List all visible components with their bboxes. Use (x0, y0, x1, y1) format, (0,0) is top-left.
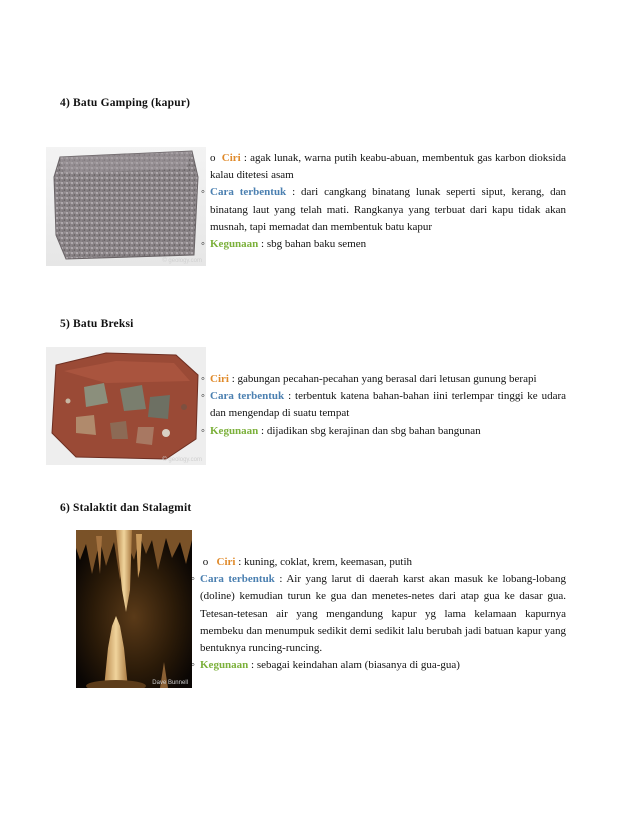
batu-breksi-photo (46, 347, 206, 465)
cara-terbentuk-item (201, 184, 566, 236)
ciri-marker: o (202, 556, 209, 568)
cara-terbentuk-item (191, 571, 566, 657)
section-heading-batu-gamping: 4) Batu Gamping (kapur) (60, 97, 191, 109)
ciri-label: Ciri (216, 556, 236, 568)
ciri-label: Ciri (210, 373, 229, 385)
kegunaan-item (201, 423, 566, 440)
bullet-circle-icon: ◦ (201, 186, 205, 199)
bullet-circle-icon: ◦ (191, 573, 195, 586)
ciri-item (210, 150, 566, 184)
photo-credit: © geology.com (162, 258, 202, 264)
stalaktit-stalagmit-photo (76, 530, 192, 688)
section-heading-batu-breksi: 5) Batu Breksi (60, 318, 134, 330)
bullet-circle-icon: ◦ (201, 373, 205, 385)
ciri-text: : kuning, coklat, krem, keemasan, putih (235, 556, 413, 568)
section-heading-stalaktit-stalagmit: 6) Stalaktit dan Stalagmit (60, 502, 192, 514)
kegunaan-text: : sebagai keindahan alam (biasanya di gua-gua) (248, 659, 460, 672)
kegunaan-label: Kegunaan (210, 238, 259, 251)
breccia-rock-image (46, 347, 206, 465)
stalaktit-stalagmit-details (191, 554, 566, 674)
cara-terbentuk-label: Cara terbentuk (210, 390, 285, 403)
photo-credit: Dave Bunnell (152, 680, 188, 686)
kegunaan-text: : sbg bahan baku semen (258, 238, 367, 251)
kegunaan-label: Kegunaan (210, 424, 259, 437)
bullet-circle-icon: ◦ (191, 659, 195, 672)
bullet-circle-icon: ◦ (201, 424, 205, 437)
cara-terbentuk-text: : dari cangkang binatang lunak seperti siput, kerang, dan binatang laut yang telah mati. Rangkanya yang terbuat dari kapu tidak akan musnah, tapi memadat dan membentuk batu kapur (210, 186, 566, 233)
ciri-marker: o (210, 152, 216, 164)
kegunaan-item (191, 657, 566, 674)
bullet-circle-icon: ◦ (201, 390, 205, 403)
cara-terbentuk-label: Cara terbentuk (200, 573, 275, 586)
kegunaan-item (201, 236, 566, 253)
photo-credit: © geology.com (162, 457, 202, 463)
ciri-item (200, 554, 566, 571)
cave-formation-image (76, 530, 192, 688)
kegunaan-label: Kegunaan (200, 659, 249, 672)
ciri-label: Ciri (221, 152, 241, 164)
kegunaan-text: : dijadikan sbg kerajinan dan sbg bahan bangunan (258, 424, 481, 437)
batu-gamping-photo (46, 147, 206, 266)
cara-terbentuk-label: Cara terbentuk (210, 186, 287, 199)
ciri-text: : agak lunak, warna putih keabu-abuan, membentuk gas karbon dioksida kalau ditetesi asam (210, 152, 566, 182)
batu-breksi-details (201, 371, 566, 440)
limestone-rock-image (46, 147, 206, 266)
batu-gamping-details (201, 150, 566, 253)
ciri-text: : gabungan pecahan-pecahan yang berasal dari letusan gunung berapi (228, 373, 537, 385)
cara-terbentuk-item (201, 388, 566, 422)
cara-terbentuk-text: : terbentuk katena bahan-bahan iini terlempar tinggi ke udara dan mengendap di suatu tempat (210, 390, 566, 420)
ciri-item (201, 371, 566, 388)
cara-terbentuk-text: : Air yang larut di daerah karst akan masuk ke lobang-lobang (doline) kemudian turun ke gua dan menetes-netes dari atap gua ke dasar gua. Tetesan-tetesan air yang mengandung kapur yg lama kelamaan kapurnya membeku dan menumpuk sedikit demi sedikit lalu berubah jadi batuan kapur yang bentuknya runcing-runcing. (200, 573, 566, 655)
bullet-circle-icon: ◦ (201, 238, 205, 251)
